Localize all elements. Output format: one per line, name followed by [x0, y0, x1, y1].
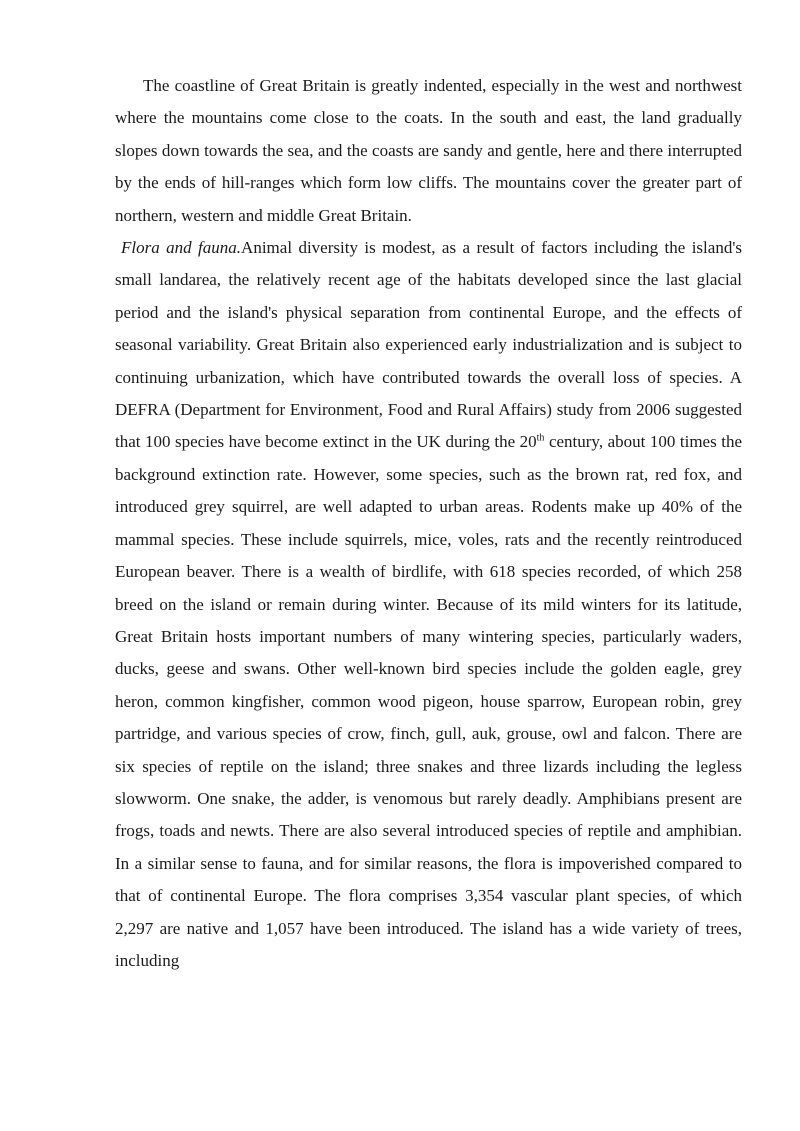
- paragraph-flora-fauna: [115, 232, 742, 977]
- century-superscript: th: [536, 432, 545, 444]
- body-text: [115, 70, 742, 977]
- paragraph-flora-fauna-text-part-2: century, about 100 times the background extinction rate. However, some species, such as the brown rat, red fox, and introduced grey squirrel, are well adapted to urban areas. Rodents make up 40% of the mammal species. These include squirrels, mice, voles, rats and the recently reintroduced European beaver. There is a wealth of birdlife, with 618 species recorded, of which 258 breed on the island or remain during winter. Because of its mild winters for its latitude, Great Britain hosts important numbers of many wintering species, particularly waders, ducks, geese and swans. Other well-known bird species include the golden eagle, grey heron, common kingfisher, common wood pigeon, house sparrow, European robin, grey partridge, and various species of crow, finch, gull, auk, grouse, owl and falcon. There are six species of reptile on the island; three snakes and three lizards including the legless slowworm. One snake, the adder, is venomous but rarely deadly. Amphibians present are frogs, toads and newts. There are also several introduced species of reptile and amphibian. In a similar sense to fauna, and for similar reasons, the flora is impoverished compared to that of continental Europe. The flora comprises 3,354 vascular plant species, of which 2,297 are native and 1,057 have been introduced. The island has a wide variety of trees, including: [115, 432, 742, 970]
- paragraph-flora-fauna-text-part-1: Animal diversity is modest, as a result of factors including the island's small landarea, the relatively recent age of the habitats developed since the last glacial period and the island's physical separation from continental Europe, and the effects of seasonal variability. Great Britain also experienced early industrialization and is subject to continuing urbanization, which have contributed towards the overall loss of species. A DEFRA (Department for Environment, Food and Rural Affairs) study from 2006 suggested that 100 species have become extinct in the UK during the 20: [115, 238, 742, 452]
- paragraph-coastline: [115, 70, 742, 232]
- section-lead-in: Flora and fauna.: [121, 238, 242, 258]
- paragraph-coastline-text: The coastline of Great Britain is greatly indented, especially in the west and northwest where the mountains come close to the coats. In the south and east, the land gradually slopes down towards the sea, and the coasts are sandy and gentle, here and there interrupted by the ends of hill-ranges which form low cliffs. The mountains cover the greater part of northern, western and middle Great Britain.: [115, 76, 742, 225]
